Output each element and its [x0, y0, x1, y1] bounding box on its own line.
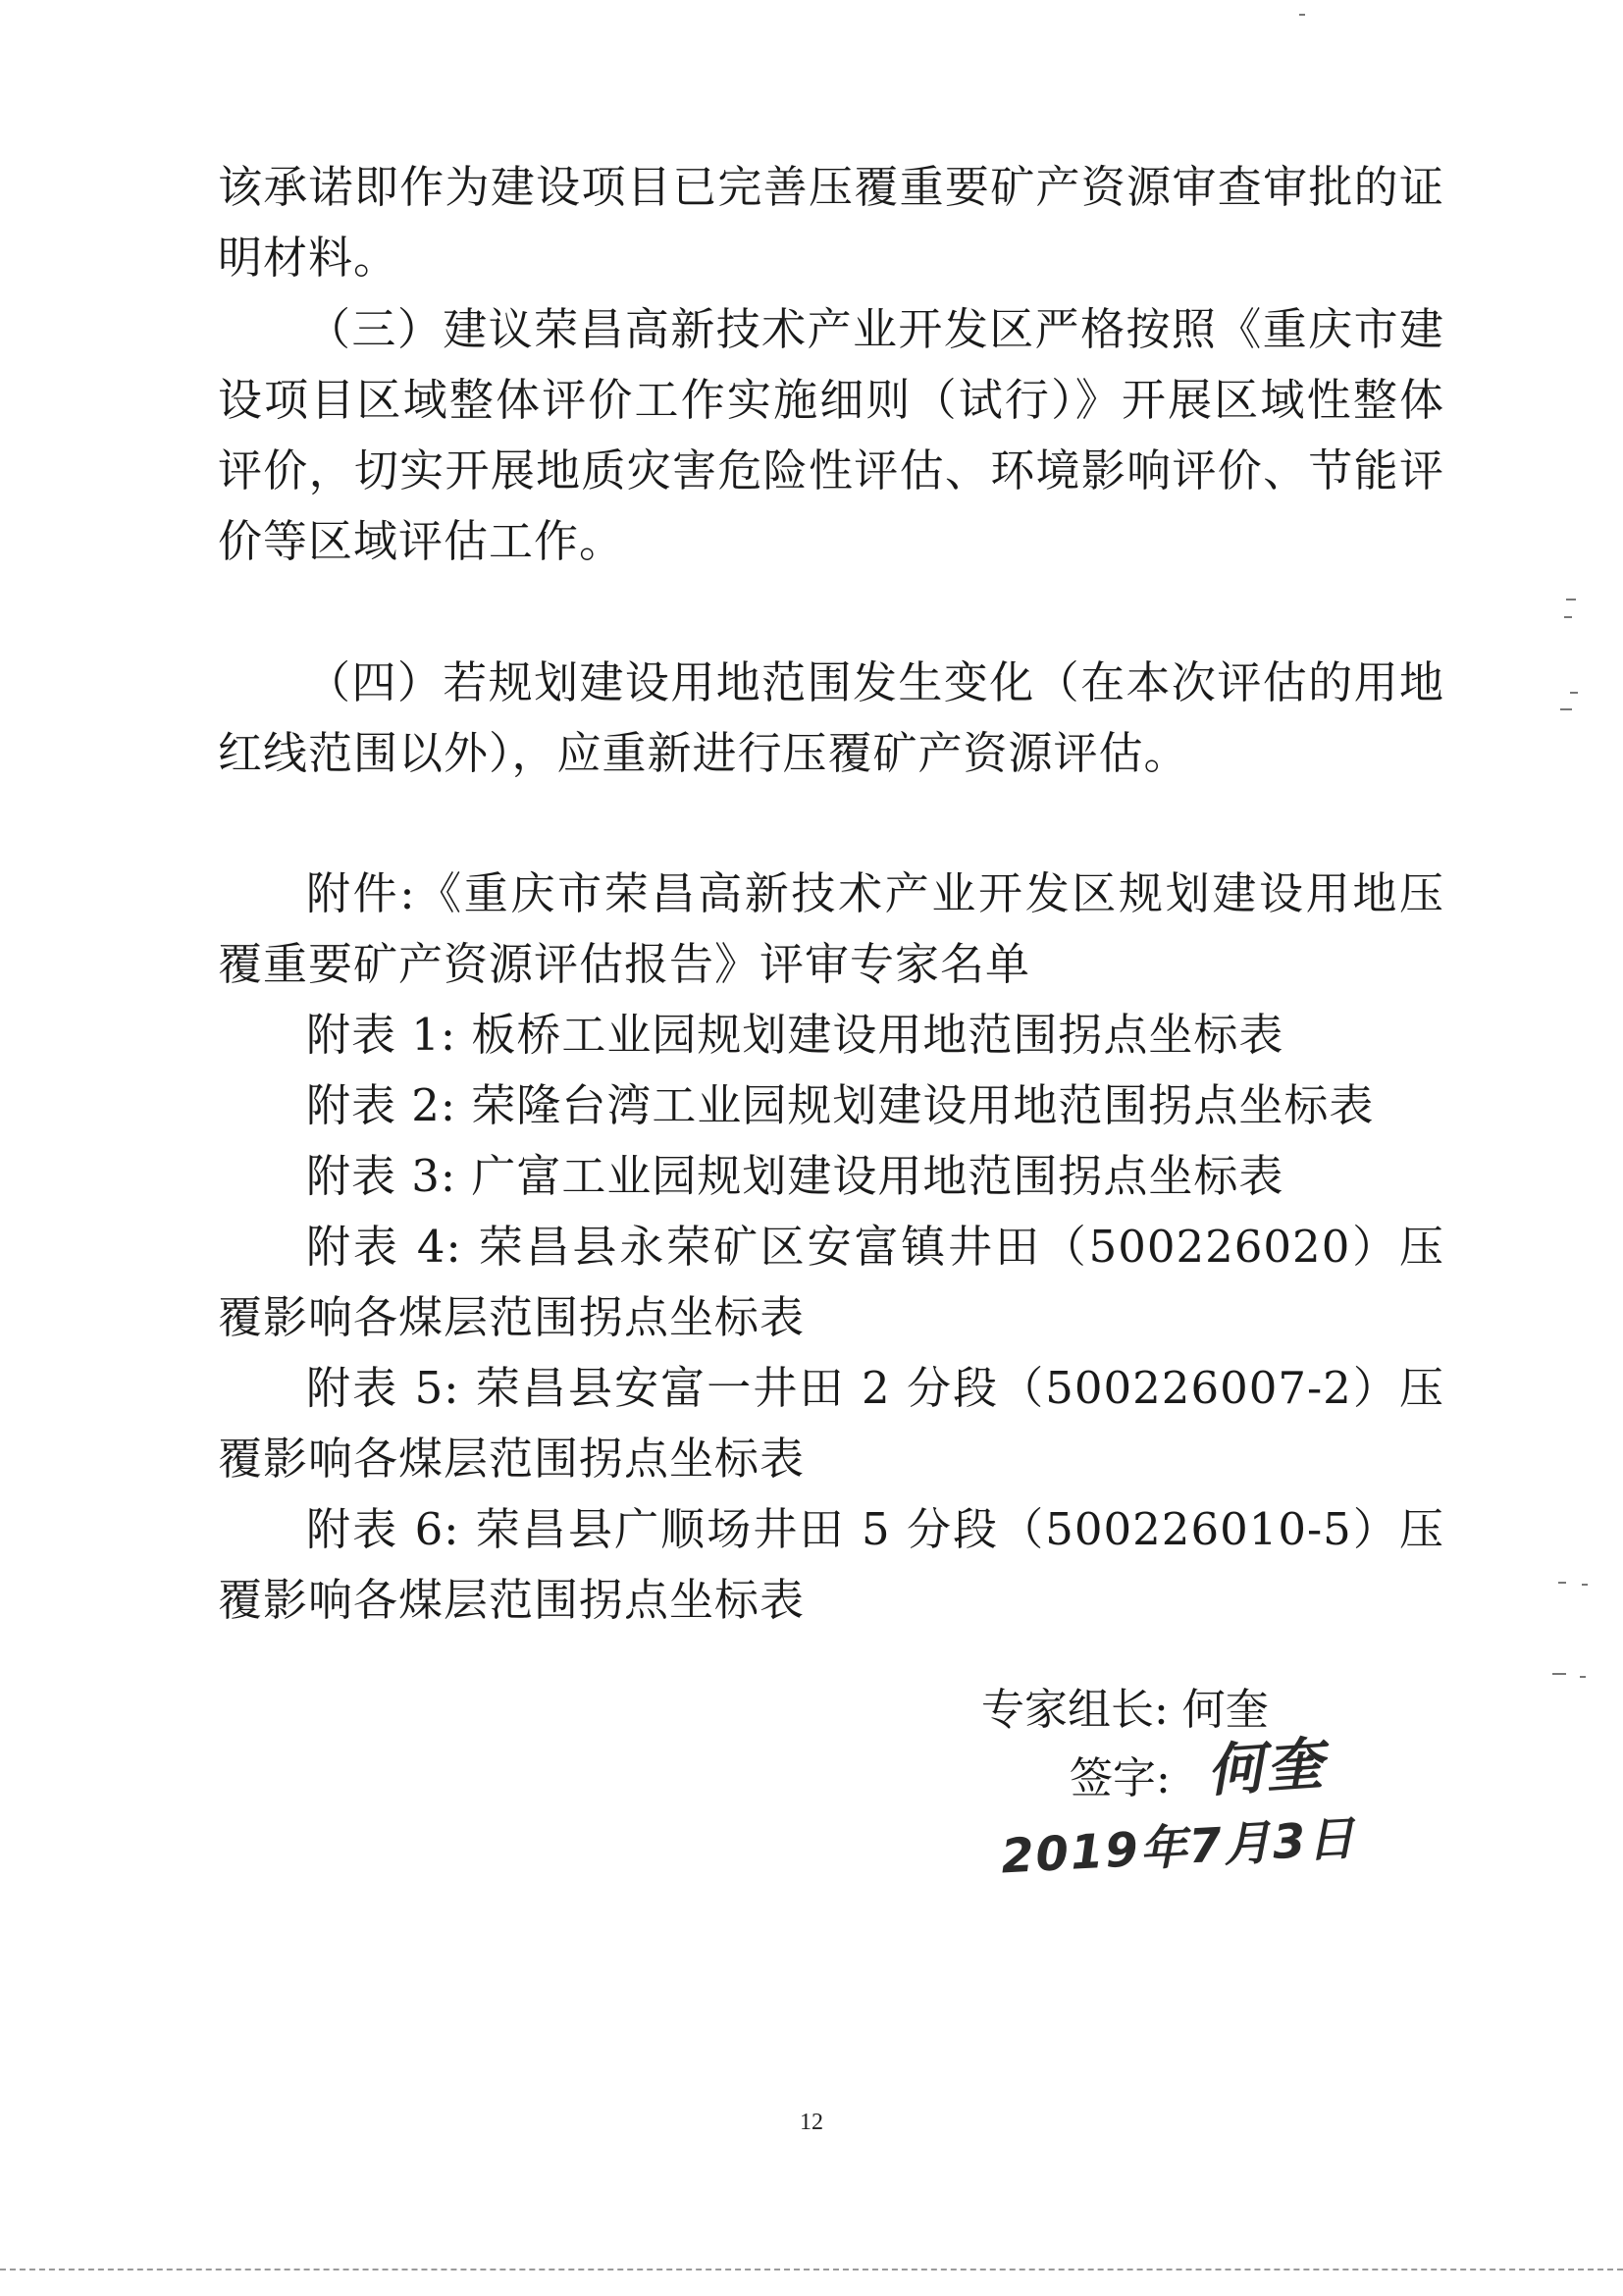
scan-speck — [1552, 1673, 1566, 1675]
attachment-table-3: 附表 3: 广富工业园规划建设用地范围拐点坐标表 — [306, 1150, 1284, 1202]
paragraph-commitment: 该承诺即作为建设项目已完善压覆重要矿产资源审查审批的证明材料。 — [218, 161, 1444, 284]
attachment-expert-list: 附件:《重庆市荣昌高新技术产业开发区规划建设用地压覆重要矿产资源评估报告》评审专家名单 — [218, 867, 1444, 990]
scan-speck — [1582, 1584, 1588, 1586]
attachment-table-5: 附表 5: 荣昌县安富一井田 2 分段（500226007-2）压覆影响各煤层范围拐点坐标表 — [218, 1362, 1444, 1485]
attachment-table-1: 附表 1: 板桥工业园规划建设用地范围拐点坐标表 — [306, 1009, 1284, 1061]
sign-label: 签字: — [1070, 1753, 1171, 1803]
scan-speck — [1299, 14, 1305, 16]
scan-speck — [1570, 692, 1578, 694]
scan-speck — [1564, 616, 1572, 618]
page-number: 12 — [800, 2110, 823, 2135]
scan-edge-line — [0, 2269, 1623, 2270]
paragraph-four: （四）若规划建设用地范围发生变化（在本次评估的用地红线范围以外），应重新进行压覆矿产资源评估。 — [218, 656, 1444, 779]
attachment-table-6: 附表 6: 荣昌县广顺场井田 5 分段（500226010-5）压覆影响各煤层范围拐点坐标表 — [218, 1503, 1444, 1626]
attachment-table-4: 附表 4: 荣昌县永荣矿区安富镇井田（500226020）压覆影响各煤层范围拐点坐标表 — [218, 1221, 1444, 1343]
scan-speck — [1566, 599, 1576, 600]
scan-speck — [1558, 1582, 1566, 1584]
attachment-table-2: 附表 2: 荣隆台湾工业园规划建设用地范围拐点坐标表 — [306, 1079, 1375, 1131]
scan-speck — [1560, 708, 1572, 710]
expert-leader-label: 专家组长: 何奎 — [981, 1685, 1269, 1735]
handwritten-date: 2019年7月3日 — [999, 1810, 1358, 1885]
paragraph-three: （三）建议荣昌高新技术产业开发区严格按照《重庆市建设项目区域整体评价工作实施细则（试行）》开展区域性整体评价，切实开展地质灾害危险性评估、环境影响评价、节能评价等区域评估工作。 — [218, 303, 1444, 567]
scan-speck — [1580, 1676, 1586, 1678]
handwritten-signature: 何奎 — [1204, 1729, 1328, 1805]
